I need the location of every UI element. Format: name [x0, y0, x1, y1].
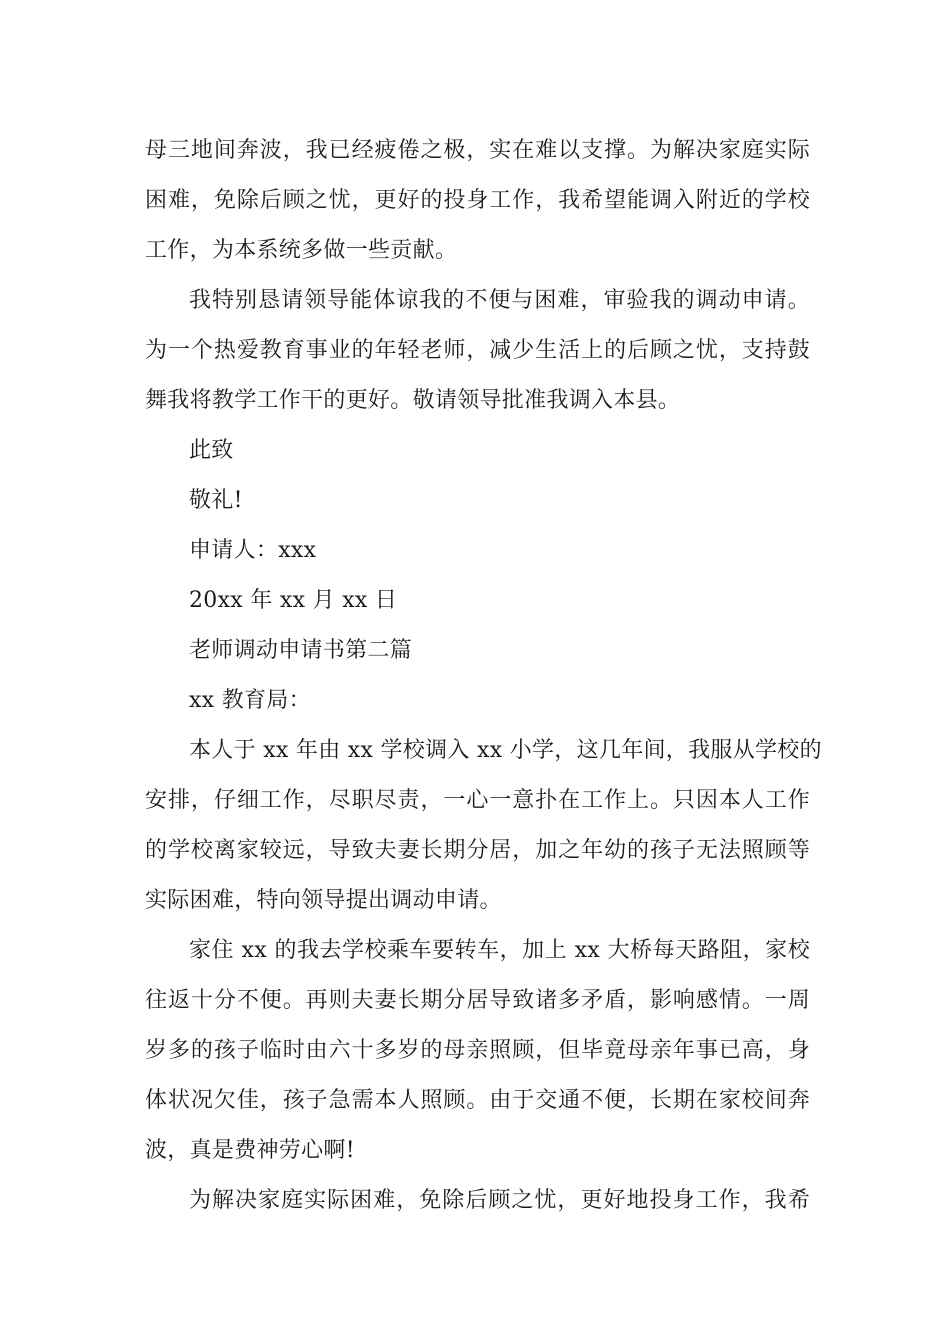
text-line: 我特别恳请领导能体谅我的不便与困难，审验我的调动申请。 [189, 288, 810, 313]
applicant-line: 申请人：xxx [189, 538, 317, 563]
date-line: 20xx 年 xx 月 xx 日 [189, 588, 398, 613]
text-line: 体状况欠佳，孩子急需本人照顾。由于交通不便，长期在家校间奔 [145, 1088, 810, 1113]
recipient-line: xx 教育局： [189, 688, 311, 713]
text-line: 工作，为本系统多做一些贡献。 [145, 238, 458, 263]
closing-respect: 敬礼! [189, 488, 243, 513]
text-line: 家住 xx 的我去学校乘车要转车，加上 xx 大桥每天路阻，家校 [189, 938, 810, 963]
text-line: 安排，仔细工作，尽职尽责，一心一意扑在工作上。只因本人工作 [145, 788, 810, 813]
text-line: 舞我将教学工作干的更好。敬请领导批准我调入本县。 [145, 388, 681, 413]
text-line: 岁多的孩子临时由六十多岁的母亲照顾，但毕竟母亲年事已高，身 [145, 1038, 810, 1063]
text-line: 困难，免除后顾之忧，更好的投身工作，我希望能调入附近的学校 [145, 188, 810, 213]
text-line: 本人于 xx 年由 xx 学校调入 xx 小学，这几年间，我服从学校的 [189, 738, 822, 763]
text-line: 母三地间奔波，我已经疲倦之极，实在难以支撑。为解决家庭实际 [145, 138, 810, 163]
text-line: 的学校离家较远，导致夫妻长期分居，加之年幼的孩子无法照顾等 [145, 838, 810, 863]
text-line: 往返十分不便。再则夫妻长期分居导致诸多矛盾，影响感情。一周 [145, 988, 810, 1013]
text-line: 实际困难，特向领导提出调动申请。 [145, 888, 502, 913]
section-title: 老师调动申请书第二篇 [189, 638, 413, 663]
text-line: 为解决家庭实际困难，免除后顾之忧，更好地投身工作，我希 [189, 1188, 810, 1213]
closing-salutation: 此致 [189, 438, 234, 463]
text-line: 为一个热爱教育事业的年轻老师，减少生活上的后顾之忧，支持鼓 [145, 338, 810, 363]
document-body [145, 126, 822, 1226]
text-line: 波，真是费神劳心啊! [145, 1138, 355, 1163]
